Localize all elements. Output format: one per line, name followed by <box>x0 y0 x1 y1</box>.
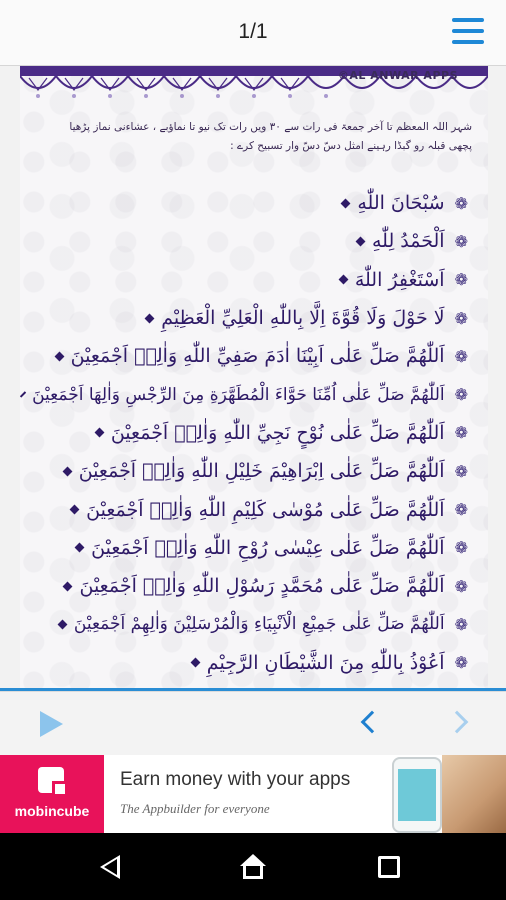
tasbeeh-text: اَعُوْذُ بِاللّٰهِ مِنَ الشَّيْطَانِ الرَّجِيْمِ <box>206 651 445 674</box>
diamond-end-icon <box>63 581 73 591</box>
tasbeeh-text: سُبْحَانَ اللّٰهِ <box>357 192 445 215</box>
tasbeeh-text: اَلْحَمْدُ لِلّٰهِ <box>371 230 445 253</box>
flower-bullet-icon: ❁ <box>454 576 468 596</box>
tasbeeh-text: لَا حَوْلَ وَلَا قُوَّةَ اِلَّا بِاللّٰهِ الْعَلِيِّ الْعَظِيْمِ <box>161 307 445 330</box>
diamond-end-icon <box>338 275 348 285</box>
intro-line: پچھی قبلہ رو گبڈا رہینے امثل دسّ دسّ وار تسبیح کرے : <box>230 140 472 152</box>
diamond-end-icon <box>94 428 104 438</box>
hamburger-menu-icon[interactable] <box>452 18 484 46</box>
tasbeeh-text: اَللّٰهُمَّ صَلِّ عَلٰى جَمِيْعِ الْاَنْبِيَاءِ وَالْمُرْسَلِيْنَ وَاٰلِهِمْ اَجْمَعِيْنَ <box>73 614 445 635</box>
tasbeeh-line <box>22 414 468 452</box>
diamond-end-icon <box>57 619 67 629</box>
watermark-brand: ©AL ANWAR APPS <box>337 69 458 82</box>
flower-bullet-icon: ❁ <box>454 653 468 673</box>
page-navbar <box>0 691 506 755</box>
ad-person-image <box>442 755 506 833</box>
tasbeeh-text: اَللّٰهُمَّ صَلِّ عَلٰى مُوْسٰى كَلِيْمِ اللّٰهِ وَاٰلِهٖ اَجْمَعِيْنَ <box>86 498 445 521</box>
tasbeeh-text: اَللّٰهُمَّ صَلِّ عَلٰى مُحَمَّدٍ رَسُوْلِ اللّٰهِ وَاٰلِهٖ اَجْمَعِيْنَ <box>79 575 445 598</box>
diamond-end-icon <box>54 351 64 361</box>
tasbeeh-list <box>22 184 468 682</box>
ad-banner[interactable] <box>0 755 506 833</box>
diamond-end-icon <box>190 658 200 668</box>
flower-bullet-icon: ❁ <box>454 270 468 290</box>
diamond-end-icon <box>341 198 351 208</box>
page-indicator: 1/1 <box>238 20 268 43</box>
diamond-end-icon <box>20 391 26 397</box>
diamond-end-icon <box>75 543 85 553</box>
back-triangle-icon[interactable] <box>100 855 120 879</box>
tasbeeh-line <box>22 567 468 605</box>
ad-brand-name: mobincube <box>14 803 90 819</box>
recent-apps-icon[interactable] <box>378 856 400 878</box>
scanned-page <box>20 66 488 688</box>
tasbeeh-line <box>22 184 468 222</box>
diamond-end-icon <box>62 466 72 476</box>
tasbeeh-line <box>22 337 468 375</box>
flower-bullet-icon: ❁ <box>454 538 468 558</box>
chevron-right-icon[interactable] <box>446 711 469 734</box>
intro-line: شہر اللہ المعظم تا آخر جمعۃ فی رات سے ۳۰ ویں رات تک نیو تا نماؤبے ، عشاءنی نماز پڑھیا <box>69 121 472 133</box>
tasbeeh-text: اَللّٰهُمَّ صَلِّ عَلٰى اُمِّنَا حَوَّاءَ الْمُطَهَّرَةِ مِنَ الرِّجْسِ وَاٰلِهَا اَجْمَعِيْنَ <box>32 384 445 405</box>
tasbeeh-line <box>22 605 468 643</box>
tasbeeh-text: اَللّٰهُمَّ صَلِّ عَلٰى اِبْرَاهِيْمَ خَلِيْلِ اللّٰهِ وَاٰلِهٖ اَجْمَعِيْنَ <box>78 460 445 483</box>
ad-phone-image <box>392 757 442 833</box>
tasbeeh-line <box>22 644 468 682</box>
tasbeeh-text: اَللّٰهُمَّ صَلِّ عَلٰى نُوْحٍ نَجِيِّ اللّٰهِ وَاٰلِهٖ اَجْمَعِيْنَ <box>110 421 445 444</box>
tasbeeh-line <box>22 490 468 528</box>
system-nav-bar <box>0 833 506 900</box>
tasbeeh-text: اَللّٰهُمَّ صَلِّ عَلٰى اَبِيْنَا اٰدَمَ صَفِيِّ اللّٰهِ وَاٰلِهٖ اَجْمَعِيْنَ <box>70 345 445 368</box>
flower-bullet-icon: ❁ <box>454 231 468 251</box>
intro-text <box>32 118 472 156</box>
ad-subline: The Appbuilder for everyone <box>120 801 270 816</box>
flower-bullet-icon: ❁ <box>454 423 468 443</box>
flower-bullet-icon: ❁ <box>454 614 468 634</box>
page-viewport[interactable] <box>0 66 506 688</box>
home-icon[interactable] <box>239 853 267 881</box>
tasbeeh-text: اَللّٰهُمَّ صَلِّ عَلٰى عِيْسٰى رُوْحِ اللّٰهِ وَاٰلِهٖ اَجْمَعِيْنَ <box>91 536 445 559</box>
diamond-end-icon <box>70 505 80 515</box>
ad-headline[interactable]: Earn money with your apps <box>120 769 351 790</box>
flower-bullet-icon: ❁ <box>454 385 468 405</box>
flower-bullet-icon: ❁ <box>454 193 468 213</box>
ad-brand-box[interactable] <box>0 755 104 833</box>
diamond-end-icon <box>356 236 366 246</box>
tasbeeh-line <box>22 375 468 413</box>
flower-bullet-icon: ❁ <box>454 346 468 366</box>
chevron-left-icon[interactable] <box>361 711 384 734</box>
tasbeeh-line <box>22 222 468 260</box>
mobincube-logo-icon <box>38 767 64 793</box>
tasbeeh-line <box>22 452 468 490</box>
tasbeeh-text: اَسْتَغْفِرُ اللّٰهَ <box>354 268 445 291</box>
flower-bullet-icon: ❁ <box>454 500 468 520</box>
tasbeeh-line <box>22 261 468 299</box>
flower-bullet-icon: ❁ <box>454 461 468 481</box>
diamond-end-icon <box>145 313 155 323</box>
tasbeeh-line <box>22 529 468 567</box>
app-bar <box>0 0 506 66</box>
tasbeeh-line <box>22 299 468 337</box>
play-icon[interactable] <box>40 711 63 737</box>
flower-bullet-icon: ❁ <box>454 308 468 328</box>
